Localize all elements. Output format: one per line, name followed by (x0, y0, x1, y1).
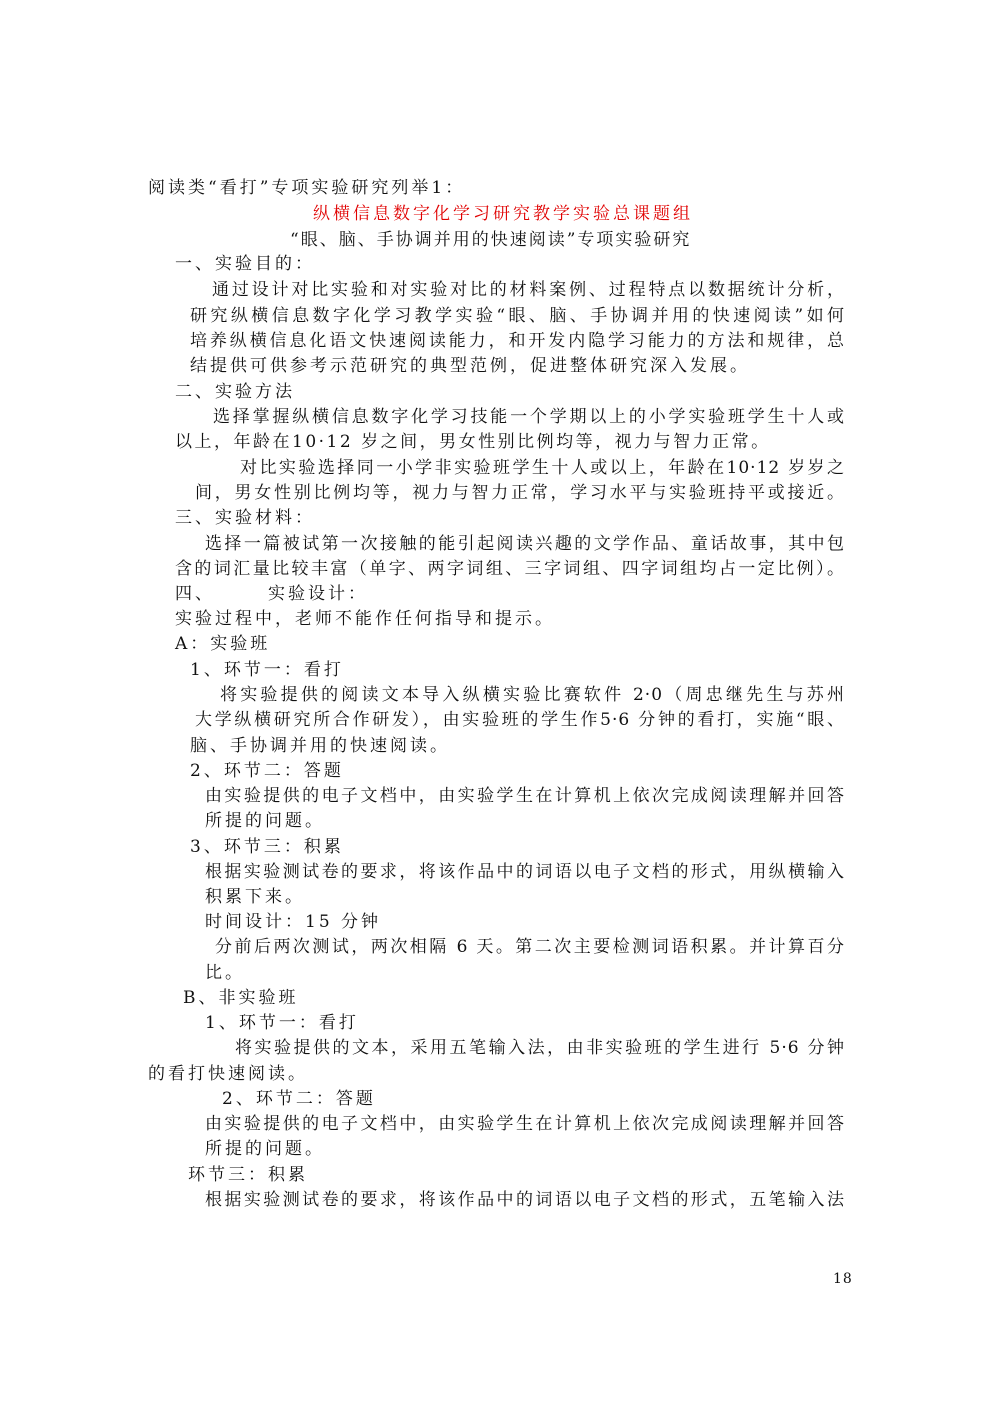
paragraph-line: 比。 (205, 963, 245, 983)
paragraph-line: 选择一篇被试第一次接触的能引起阅读兴趣的文学作品、童话故事，其中包 (205, 534, 845, 554)
subsection-heading: B、非实验班 (183, 988, 299, 1008)
paragraph-line: 研究纵横信息数字化学习教学实验“眼、脑、手协调并用的快速阅读”如何 (190, 306, 845, 326)
paragraph-line: 所提的问题。 (205, 1139, 325, 1159)
paragraph-line: 结提供可供参考示范研究的典型范例，促进整体研究深入发展。 (190, 356, 750, 376)
subsection-heading: A：实验班 (175, 634, 271, 654)
document-label: 阅读类“看打”专项实验研究列举1： (148, 178, 466, 198)
paragraph-line: 将实验提供的阅读文本导入纵横实验比赛软件 2·0（周忠继先生与苏州 (220, 685, 845, 705)
experiment-title: “眼、脑、手协调并用的快速阅读”专项实验研究 (290, 230, 692, 250)
section-heading: 三、实验材料： (175, 508, 315, 528)
paragraph-line: 脑、手协调并用的快速阅读。 (190, 736, 450, 756)
step-heading: 1、环节一：看打 (205, 1013, 359, 1033)
section-number: 四、 (175, 584, 215, 604)
section-heading: 二、实验方法 (175, 382, 295, 402)
paragraph-line: 以上，年龄在10·12 岁之间，男女性别比例均等，视力与智力正常。 (175, 432, 771, 452)
paragraph-line: 将实验提供的文本，采用五笔输入法，由非实验班的学生进行 5·6 分钟 (235, 1038, 845, 1058)
paragraph-line: 时间设计：15 分钟 (205, 912, 382, 932)
paragraph-line: 所提的问题。 (205, 811, 325, 831)
research-group-title: 纵横信息数字化学习研究教学实验总课题组 (313, 204, 693, 224)
paragraph-line: 根据实验测试卷的要求，将该作品中的词语以电子文档的形式，用纵横输入 (205, 862, 845, 882)
section-heading: 一、实验目的： (175, 254, 315, 274)
paragraph-line: 分前后两次测试，两次相隔 6 天。第二次主要检测词语积累。并计算百分 (215, 937, 845, 957)
paragraph-line: 间，男女性别比例均等，视力与智力正常，学习水平与实验班持平或接近。 (195, 483, 845, 503)
paragraph-line: 大学纵横研究所合作研发），由实验班的学生作5·6 分钟的看打，实施“眼、 (195, 710, 845, 730)
page-number: 18 (833, 1271, 853, 1287)
paragraph-line: 由实验提供的电子文档中，由实验学生在计算机上依次完成阅读理解并回答 (205, 786, 845, 806)
paragraph-line: 实验过程中，老师不能作任何指导和提示。 (175, 609, 555, 629)
step-heading: 环节三：积累 (188, 1165, 308, 1185)
paragraph-line: 积累下来。 (205, 887, 305, 907)
section-heading: 实验设计： (268, 584, 368, 604)
paragraph-line: 的看打快速阅读。 (148, 1064, 308, 1084)
paragraph-line: 由实验提供的电子文档中，由实验学生在计算机上依次完成阅读理解并回答 (205, 1114, 845, 1134)
paragraph-line: 培养纵横信息化语文快速阅读能力，和开发内隐学习能力的方法和规律，总 (190, 331, 845, 351)
paragraph-line: 含的词汇量比较丰富（单字、两字词组、三字词组、四字词组均占一定比例）。 (175, 559, 845, 579)
step-heading: 2、环节二：答题 (190, 761, 344, 781)
paragraph-line: 通过设计对比实验和对实验对比的材料案例、过程特点以数据统计分析， (212, 280, 845, 300)
paragraph-line: 根据实验测试卷的要求，将该作品中的词语以电子文档的形式，五笔输入法 (205, 1190, 845, 1210)
step-heading: 1、环节一：看打 (190, 660, 344, 680)
step-heading: 2、环节二：答题 (222, 1089, 376, 1109)
paragraph-line: 对比实验选择同一小学非实验班学生十人或以上，年龄在10·12 岁岁之 (240, 458, 845, 478)
paragraph-line: 选择掌握纵横信息数字化学习技能一个学期以上的小学实验班学生十人或 (213, 407, 845, 427)
step-heading: 3、环节三：积累 (190, 837, 344, 857)
